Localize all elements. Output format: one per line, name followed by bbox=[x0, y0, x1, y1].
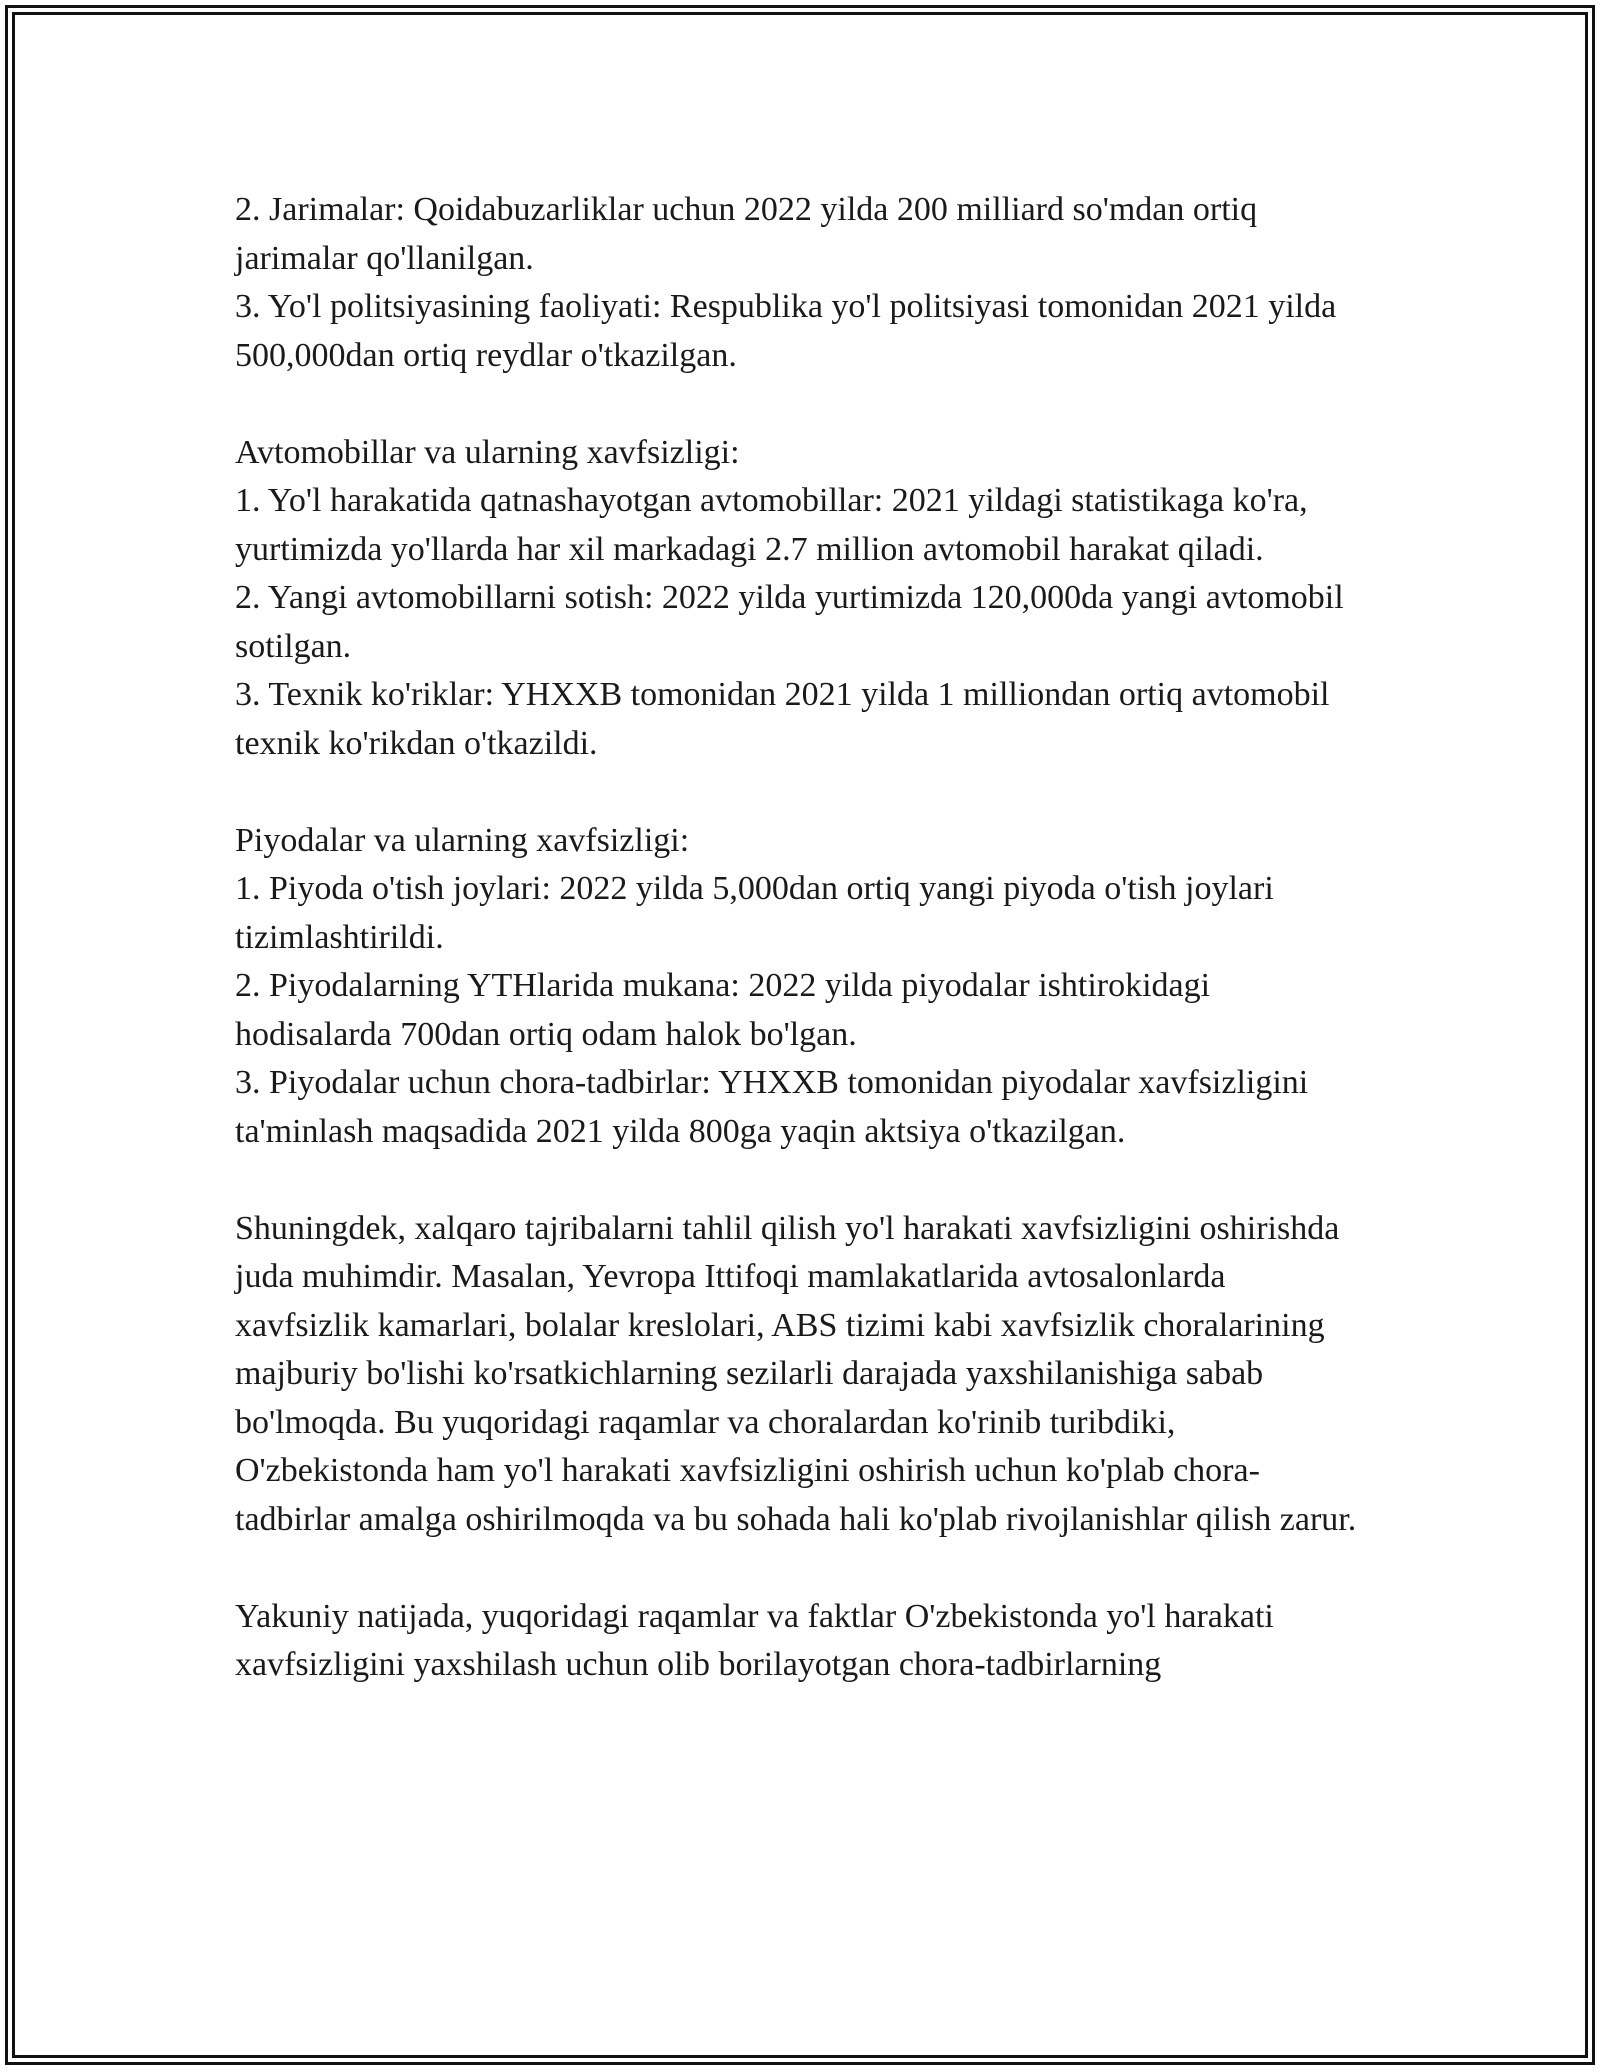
paragraph-gap bbox=[235, 768, 1365, 817]
pedestrians-item-1: 1. Piyoda o'tish joylari: 2022 yilda 5,000dan ortiq yangi piyoda o'tish joylari tizimlashtirildi. bbox=[235, 870, 1274, 956]
paragraph-gap bbox=[235, 1156, 1365, 1205]
paragraph-gap bbox=[235, 380, 1365, 429]
pedestrians-item-2: 2. Piyodalarning YTHlarida mukana: 2022 yilda piyodalar ishtirokidagi hodisalarda 700dan ortiq odam halok bo'lgan. bbox=[235, 967, 1211, 1053]
penalties-item-3: 3. Yo'l politsiyasining faoliyati: Respublika yo'l politsiyasi tomonidan 2021 yilda 500,000dan ortiq reydlar o'tkazilgan. bbox=[235, 288, 1337, 374]
vehicles-item-2: 2. Yangi avtomobillarni sotish: 2022 yilda yurtimizda 120,000da yangi avtomobil sotilgan. bbox=[235, 579, 1344, 665]
vehicles-heading: Avtomobillar va ularning xavfsizligi: bbox=[235, 433, 740, 471]
pedestrians-item-3: 3. Piyodalar uchun chora-tadbirlar: YHXXB tomonidan piyodalar xavfsizligini ta'minlash maqsadida 2021 yilda 800ga yaqin aktsiya o'tkazilgan. bbox=[235, 1064, 1309, 1150]
penalties-item-2: 2. Jarimalar: Qoidabuzarliklar uchun 2022 yilda 200 milliard so'mdan ortiq jarimalar qo'llanilgan. bbox=[235, 191, 1258, 277]
paragraph-gap bbox=[235, 1544, 1365, 1593]
vehicles-item-1: 1. Yo'l harakatida qatnashayotgan avtomobillar: 2021 yildagi statistikaga ko'ra, yurtimizda yo'llarda har xil markadagi 2.7 million avtomobil harakat qiladi. bbox=[235, 482, 1308, 568]
document-body bbox=[235, 186, 1365, 1690]
vehicles-item-3: 3. Texnik ko'riklar: YHXXB tomonidan 2021 yilda 1 milliondan ortiq avtomobil texnik ko'rikdan o'tkazildi. bbox=[235, 676, 1330, 762]
pedestrians-heading: Piyodalar va ularning xavfsizligi: bbox=[235, 821, 690, 859]
international-paragraph: Shuningdek, xalqaro tajribalarni tahlil qilish yo'l harakati xavfsizligini oshirishda juda muhimdir. Masalan, Yevropa Ittifoqi mamlakatlarida avtosalonlarda xavfsizlik kamarlari, bolalar kreslolari, ABS tizimi kabi xavfsizlik choralarining majburiy bo'lishi ko'rsatkichlarning sezilarli darajada yaxshilanishiga sabab bo'lmoqda. Bu yuqoridagi raqamlar va choralardan ko'rinib turibdiki, O'zbekistonda ham yo'l harakati xavfsizligini oshirish uchun ko'plab chora-tadbirlar amalga oshirilmoqda va bu sohada hali ko'plab rivojlanishlar qilish zarur. bbox=[235, 1209, 1357, 1538]
conclusion-paragraph: Yakuniy natijada, yuqoridagi raqamlar va faktlar O'zbekistonda yo'l harakati xavfsizligini yaxshilash uchun olib borilayotgan chora-tadbirlarning bbox=[235, 1597, 1274, 1683]
